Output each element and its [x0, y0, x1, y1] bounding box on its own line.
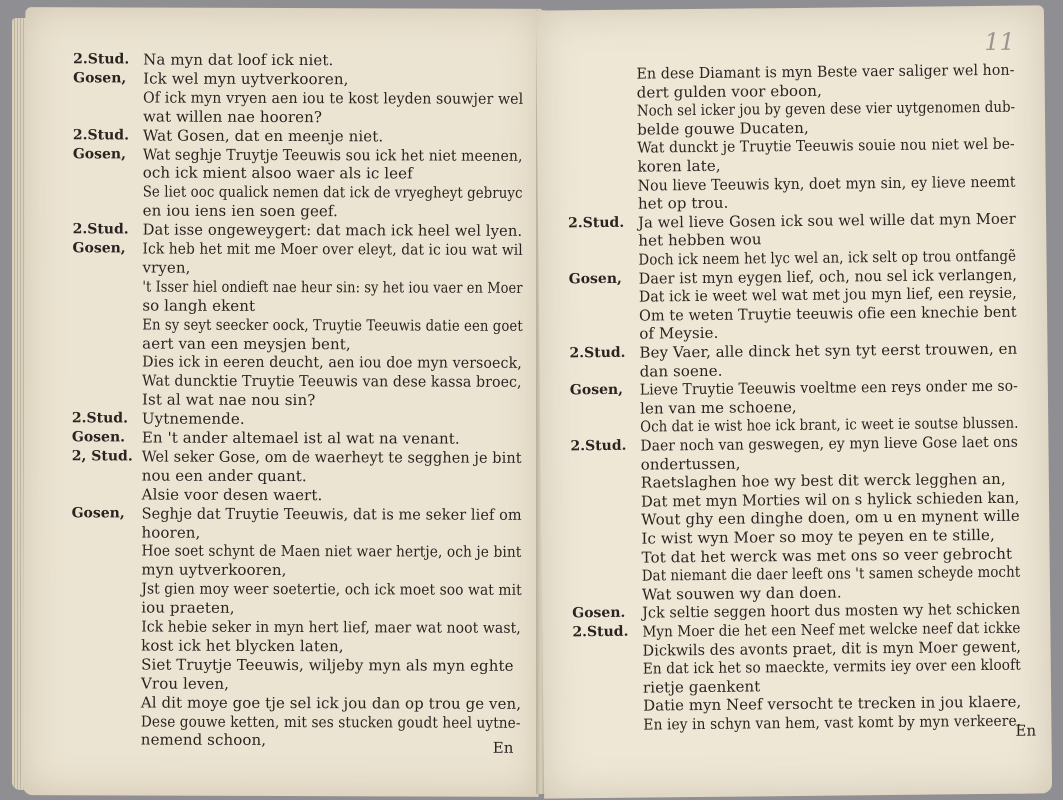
- verse-line: Dese gouwe ketten, mit ses stucken goudt heel uytne-: [140, 712, 521, 732]
- verse-line: Wat souwen wy dan doen.: [641, 583, 842, 604]
- verse-line: Na myn dat loof ick niet.: [143, 50, 334, 70]
- verse-line: belde gouwe Ducaten,: [637, 118, 809, 139]
- right-catchword: En: [1015, 721, 1037, 740]
- speaker-label: Gosen,: [71, 504, 125, 522]
- verse-line: Ick hebie seker in myn hert lief, maer wat noot wast,: [141, 617, 521, 637]
- verse-line: Datie myn Neef versocht te trecken in jou klaere,: [643, 693, 1022, 715]
- verse-line: Ic wist wyn Moer so moy te peyen en te stille,: [641, 525, 995, 548]
- verse-line: En sy seyt seecker oock, Truytie Teeuwis datie een goet: [142, 315, 523, 335]
- verse-line: Doch ick neem het lyc wel an, ick selt op trou ontfangẽ: [638, 246, 1017, 269]
- verse-line: rietje gaenkent: [642, 677, 761, 697]
- speaker-label: Gosen,: [73, 70, 127, 87]
- verse-line: Myn Moer die het een Neef met welcke neef dat ickke: [642, 618, 1021, 641]
- verse-line: Raetslaghen hoe wy best dit werck legghen an,: [640, 469, 1006, 492]
- page-number: 11: [984, 27, 1015, 56]
- verse-line: Lieve Truytie Teeuwis voeltme een reys onder me so-: [639, 376, 1018, 399]
- verse-line: Se liet ooc qualick nemen dat ick de vryegheyt gebruyc: [142, 182, 523, 203]
- verse-line: Uytnemende.: [141, 409, 245, 428]
- verse-line: Nou lieve Teeuwis kyn, doet myn sin, ey lieve neemt: [637, 172, 1016, 195]
- verse-line: het hebben wou: [638, 230, 762, 251]
- verse-line: kost ick het blycken laten,: [141, 636, 344, 656]
- open-book: [10, 2, 1056, 798]
- verse-line: Vrou leven,: [140, 674, 230, 693]
- verse-line: Noch sel icker jou by geven dese vier uytgenomen dub-: [636, 97, 1016, 120]
- verse-line: Dat ick ie weet wel wat met jou myn lief, een reysie,: [638, 283, 1017, 306]
- verse-line: Siet Truytje Teeuwis, wiljeby myn als myn eghte: [141, 655, 514, 675]
- verse-line: Dat met myn Morties wil on s hylick schieden kan,: [640, 488, 1020, 511]
- left-page-text: [23, 7, 542, 797]
- speaker-label: 2.Stud.: [568, 214, 625, 232]
- verse-line: En 't ander altemael ist al wat na venant.: [141, 428, 460, 448]
- left-catchword: En: [492, 738, 514, 757]
- verse-line: Ist al wat nae nou sin?: [141, 390, 316, 410]
- verse-line: Dies ick in eeren deucht, aen iou doe myn versoeck,: [142, 352, 522, 373]
- verse-line: en iou iens ien soen geef.: [142, 201, 338, 221]
- right-page: [536, 5, 1052, 798]
- verse-line: Seghje dat Truytie Teeuwis, dat is me seker lief om: [141, 504, 522, 524]
- verse-line: Och dat ie wist hoe ick brant, ic weet ie soutse blussen.: [640, 414, 1019, 437]
- right-page-text: [536, 5, 1052, 798]
- verse-line: Wout ghy een dinghe doen, om u en mynent wille: [641, 507, 1020, 529]
- speaker-label: Gosen,: [72, 145, 127, 162]
- verse-line: Daer noch van geswegen, ey myn lieve Gose laet ons: [640, 432, 1019, 455]
- verse-line: Of ick myn vryen aen iou te kost leyden souwjer wel: [143, 88, 524, 108]
- verse-line: 't Isser hiel ondieft nae heur sin: sy het iou vaer en Moer: [142, 277, 523, 297]
- verse-line: Wel seker Gose, om de waerheyt te segghen je bint: [141, 447, 522, 467]
- verse-line: Ick heb het mit me Moer over eleyt, dat ic iou wat wil: [142, 239, 523, 259]
- verse-line: Jck seltie seggen hoort dus mosten wy het schicken: [642, 600, 1021, 622]
- speaker-label: Gosen,: [568, 270, 622, 287]
- verse-line: Tot dat het werck was met ons so veer gebrocht: [641, 544, 1013, 567]
- verse-line: vryen,: [142, 258, 191, 277]
- verse-line: Alsie voor desen waert.: [141, 485, 323, 504]
- verse-line: Dat niemant die daer leeft ons 't samen scheyde mocht: [641, 562, 1021, 585]
- speaker-label: 2.Stud.: [570, 437, 627, 455]
- verse-line: hooren,: [141, 523, 201, 542]
- verse-line: wat willen nae hooren?: [142, 107, 323, 126]
- verse-line: koren late,: [637, 156, 721, 176]
- verse-line: so langh ekent: [142, 296, 256, 315]
- verse-line: Daer ist myn eygen lief, och, nou sel ick verlangen,: [638, 265, 1018, 288]
- verse-line: iou praeten,: [141, 598, 235, 617]
- verse-line: Wat duncktie Truytie Teeuwis van dese kassa broec,: [142, 371, 522, 392]
- verse-line: Jst gien moy weer soetertie, och ick moet soo wat mit: [141, 579, 522, 600]
- verse-line: Al dit moye goe tje sel ick jou dan op trou ge ven,: [140, 693, 522, 713]
- speaker-label: 2.Stud.: [73, 51, 130, 68]
- verse-line: En iey in schyn van hem, vast komt by myn verkeere.: [643, 711, 1022, 734]
- verse-line: nemend schoon,: [140, 730, 267, 750]
- verse-line: dert gulden voor eboon,: [636, 81, 822, 102]
- verse-line: dan soene.: [639, 361, 723, 381]
- verse-line: ondertussen,: [640, 454, 741, 474]
- verse-line: Ja wel lieve Gosen ick sou wel wille dat myn Moer: [638, 209, 1016, 232]
- verse-line: Hoe soet schynt de Maen niet waer hertje, och je bint: [141, 541, 522, 562]
- speaker-label: 2.Stud.: [72, 221, 129, 238]
- verse-line: of Meysie.: [639, 324, 719, 344]
- speaker-label: 2.Stud.: [572, 623, 629, 641]
- speaker-label: 2.Stud.: [72, 126, 130, 144]
- verse-line: Ick wel myn uytverkooren,: [143, 69, 349, 89]
- speaker-label: 2.Stud.: [71, 410, 129, 427]
- verse-line: het op trou.: [637, 193, 729, 213]
- verse-line: Wat seghje Truytje Teeuwis sou ick het niet meenen,: [142, 145, 523, 165]
- speaker-label: 2.Stud.: [569, 344, 626, 362]
- verse-line: Bey Vaer, alle dinck het syn tyt eerst trouwen, en: [639, 339, 1018, 362]
- verse-line: Wat Gosen, dat en meenje niet.: [142, 126, 384, 145]
- verse-line: En dat ick het so maeckte, vermits iey over een klooft: [642, 655, 1021, 678]
- left-page: [23, 7, 542, 797]
- speaker-label: 2, Stud.: [71, 448, 133, 465]
- verse-line: Dickwils des avonts praet, dit is myn Moer gewent,: [642, 637, 1022, 660]
- verse-line: En dese Diamant is myn Beste vaer saliger wel hon-: [636, 60, 1015, 83]
- verse-line: Dat isse ongeweygert: dat mach ick heel wel lyen.: [142, 220, 523, 240]
- verse-line: nou een ander quant.: [141, 466, 307, 485]
- speaker-label: Gosen.: [572, 605, 626, 622]
- verse-line: myn uytverkooren,: [141, 560, 287, 580]
- verse-line: och ick mient alsoo waer als ic leef: [142, 163, 413, 183]
- verse-line: aert van een meysjen bent,: [142, 334, 351, 353]
- speaker-label: Gosen.: [71, 429, 126, 446]
- speaker-label: Gosen,: [72, 240, 126, 257]
- verse-line: len van me schoene,: [639, 397, 797, 418]
- speaker-label: Gosen,: [569, 381, 624, 399]
- verse-line: Om te weten Truytie teeuwis ofie een knechie bent: [638, 302, 1017, 325]
- verse-line: Wat dunckt je Truytie Teeuwis souie nou niet wel be-: [637, 135, 1015, 158]
